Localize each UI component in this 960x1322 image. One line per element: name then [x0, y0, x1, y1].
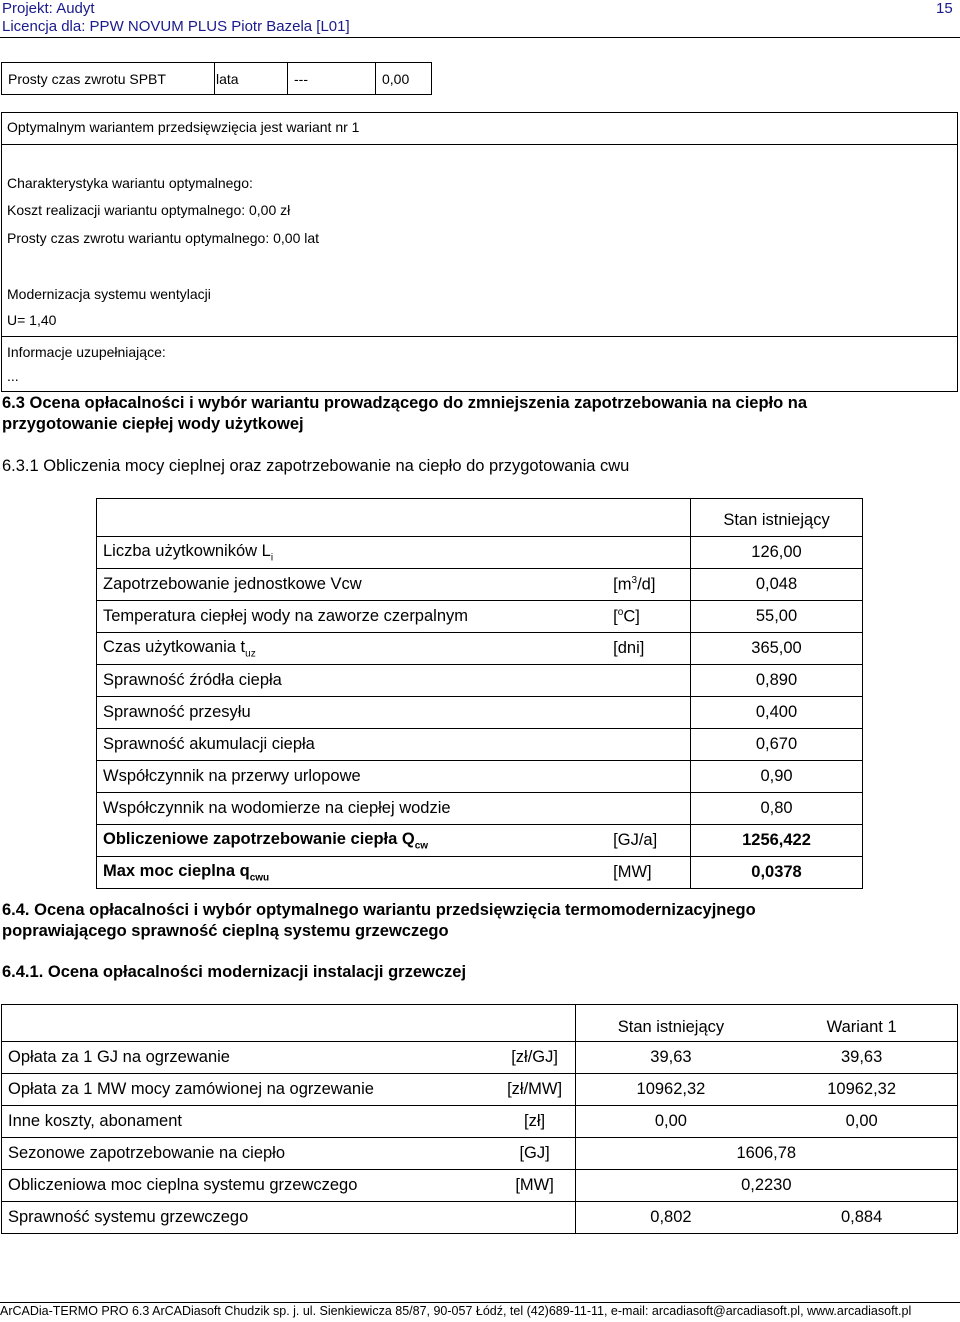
row-unit: [zł] — [495, 1106, 576, 1138]
row-value-merged: 0,2230 — [575, 1170, 957, 1202]
row-label-sub: cw — [414, 840, 429, 852]
info-label: Informacje uzupełniające: — [7, 344, 166, 360]
row-value-existing: 10962,32 — [575, 1074, 766, 1106]
row-value: 365,00 — [691, 633, 863, 665]
row-label: Sprawność przesyłu — [97, 697, 608, 729]
heating-table — [1, 1004, 958, 1234]
row-label: Inne koszty, abonament — [2, 1106, 495, 1138]
row-value: 126,00 — [691, 537, 863, 569]
section-6-3-heading — [2, 393, 942, 435]
table-row — [2, 1074, 958, 1106]
row-value: 1256,422 — [691, 825, 863, 857]
col-header-variant-1: Wariant 1 — [766, 1005, 957, 1042]
row-label: Opłata za 1 MW mocy zamówionej na ogrzewanie — [2, 1074, 495, 1106]
u-value: U= 1,40 — [7, 312, 57, 328]
row-value-existing: 0,00 — [575, 1106, 766, 1138]
row-unit — [607, 665, 690, 697]
row-label: Czas użytkowania t — [103, 637, 246, 656]
row-value: 0,80 — [691, 793, 863, 825]
section-6-3-heading-line1: 6.3 Ocena opłacalności i wybór wariantu prowadzącego do zmniejszenia zapotrzebowania na ciepło na — [2, 394, 808, 412]
row-value-variant-1: 0,884 — [766, 1202, 957, 1234]
row-label: Liczba użytkowników L — [103, 541, 271, 560]
row-value: 55,00 — [691, 601, 863, 633]
row-unit — [607, 761, 690, 793]
table-row — [2, 1138, 958, 1170]
license-line: Licencja dla: PPW NOVUM PLUS Piotr Bazela [L01] — [2, 18, 350, 35]
spbt-value: 0,00 — [376, 63, 432, 95]
row-value-existing: 0,802 — [575, 1202, 766, 1234]
info-value: ... — [7, 368, 19, 384]
page-number: 15 — [936, 0, 953, 17]
row-value-merged: 1606,78 — [575, 1138, 957, 1170]
section-6-3-1-heading: 6.3.1 Obliczenia mocy cieplnej oraz zapotrzebowanie na ciepło do przygotowania cwu — [2, 457, 630, 475]
characteristics-title: Charakterystyka wariantu optymalnego: — [7, 175, 253, 191]
row-value: 0,890 — [691, 665, 863, 697]
table-row — [2, 1202, 958, 1234]
spbt-dash: --- — [288, 63, 376, 95]
row-value: 0,0378 — [691, 857, 863, 889]
table-row — [97, 537, 863, 569]
row-label: Współczynnik na przerwy urlopowe — [97, 761, 608, 793]
table-row — [97, 601, 863, 633]
row-label: Sprawność akumulacji ciepła — [97, 729, 608, 761]
divider — [1, 144, 958, 145]
row-value: 0,670 — [691, 729, 863, 761]
row-unit: [MW] — [607, 857, 690, 889]
cwu-table — [96, 498, 863, 889]
row-label: Temperatura ciepłej wody na zaworze czerpalnym — [97, 601, 608, 633]
table-header-row — [2, 1005, 958, 1042]
row-unit: [GJ/a] — [607, 825, 690, 857]
row-unit: $[m^3/d]$ — [607, 569, 690, 601]
section-6-3-heading-line2: przygotowanie ciepłej wody użytkowej — [2, 415, 304, 433]
row-unit — [607, 697, 690, 729]
col-header-existing: Stan istniejący — [691, 499, 863, 537]
row-label: Współczynnik na wodomierze na ciepłej wodzie — [97, 793, 608, 825]
row-label: Sprawność systemu grzewczego — [2, 1202, 495, 1234]
row-label-sub: uz — [245, 648, 256, 660]
col-header-existing: Stan istniejący — [575, 1005, 766, 1042]
section-6-4-heading-line1: 6.4. Ocena opłacalności i wybór optymalnego wariantu przedsięwzięcia termomodernizacyjnego — [2, 901, 756, 919]
table-row — [2, 1106, 958, 1138]
row-label: Max moc cieplna q — [103, 861, 250, 880]
footer-rule — [0, 1302, 960, 1303]
row-label: Sezonowe zapotrzebowanie na ciepło — [2, 1138, 495, 1170]
table-row — [97, 729, 863, 761]
table-row — [97, 697, 863, 729]
divider — [1, 336, 958, 337]
payback-line: Prosty czas zwrotu wariantu optymalnego: 0,00 lat — [7, 230, 320, 246]
row-unit: [GJ] — [495, 1138, 576, 1170]
row-unit: [zł/MW] — [495, 1074, 576, 1106]
row-unit — [607, 537, 690, 569]
row-value-variant-1: 0,00 — [766, 1106, 957, 1138]
row-label: Obliczeniowe zapotrzebowanie ciepła Q — [103, 829, 415, 848]
row-label: Opłata za 1 GJ na ogrzewanie — [2, 1042, 495, 1074]
row-unit: [$^o$C] — [607, 601, 690, 633]
row-value: 0,400 — [691, 697, 863, 729]
section-6-4-heading-line2: poprawiającego sprawność cieplną systemu grzewczego — [2, 922, 449, 940]
row-label: Sprawność źródła ciepła — [97, 665, 608, 697]
footer-text: ArCADia-TERMO PRO 6.3 ArCADiasoft Chudzik sp. j. ul. Sienkiewicza 85/87, 90-057 Łódź, tel (42)689-11-11, e-mail: arcadiasoft@arcadiasoft.pl, www.arcadiasoft.pl — [0, 1304, 912, 1318]
header-rule — [0, 37, 960, 38]
row-unit — [607, 729, 690, 761]
table-row — [97, 761, 863, 793]
spbt-unit: lata — [215, 63, 288, 95]
row-value-variant-1: 39,63 — [766, 1042, 957, 1074]
spbt-label: Prosty czas zwrotu SPBT — [2, 63, 215, 95]
row-label-sub: i — [270, 552, 274, 564]
table-row — [2, 1170, 958, 1202]
optimal-variant-line: Optymalnym wariantem przedsięwzięcia jest wariant nr 1 — [7, 119, 360, 135]
table-header-row — [97, 499, 863, 537]
row-label-sub: cwu — [249, 872, 270, 884]
section-6-4-heading — [2, 900, 942, 942]
row-unit: [zł/GJ] — [495, 1042, 576, 1074]
row-value-variant-1: 10962,32 — [766, 1074, 957, 1106]
ventilation-title: Modernizacja systemu wentylacji — [7, 286, 211, 302]
row-unit: [dni] — [607, 633, 690, 665]
project-name: Projekt: Audyt — [2, 0, 95, 17]
table-row — [97, 665, 863, 697]
row-label: Zapotrzebowanie jednostkowe Vcw — [97, 569, 608, 601]
row-value: 0,048 — [691, 569, 863, 601]
row-value: 0,90 — [691, 761, 863, 793]
row-unit — [607, 793, 690, 825]
table-row — [97, 793, 863, 825]
row-unit — [495, 1202, 576, 1234]
section-6-4-1-heading: 6.4.1. Ocena opłacalności modernizacji instalacji grzewczej — [2, 963, 467, 981]
table-row — [97, 569, 863, 601]
cost-line: Koszt realizacji wariantu optymalnego: 0,00 zł — [7, 202, 291, 218]
table-row — [97, 825, 863, 857]
row-unit: [MW] — [495, 1170, 576, 1202]
spbt-table — [1, 62, 432, 95]
table-row — [97, 633, 863, 665]
row-value-existing: 39,63 — [575, 1042, 766, 1074]
row-label: Obliczeniowa moc cieplna systemu grzewczego — [2, 1170, 495, 1202]
table-row — [97, 857, 863, 889]
table-row — [2, 1042, 958, 1074]
